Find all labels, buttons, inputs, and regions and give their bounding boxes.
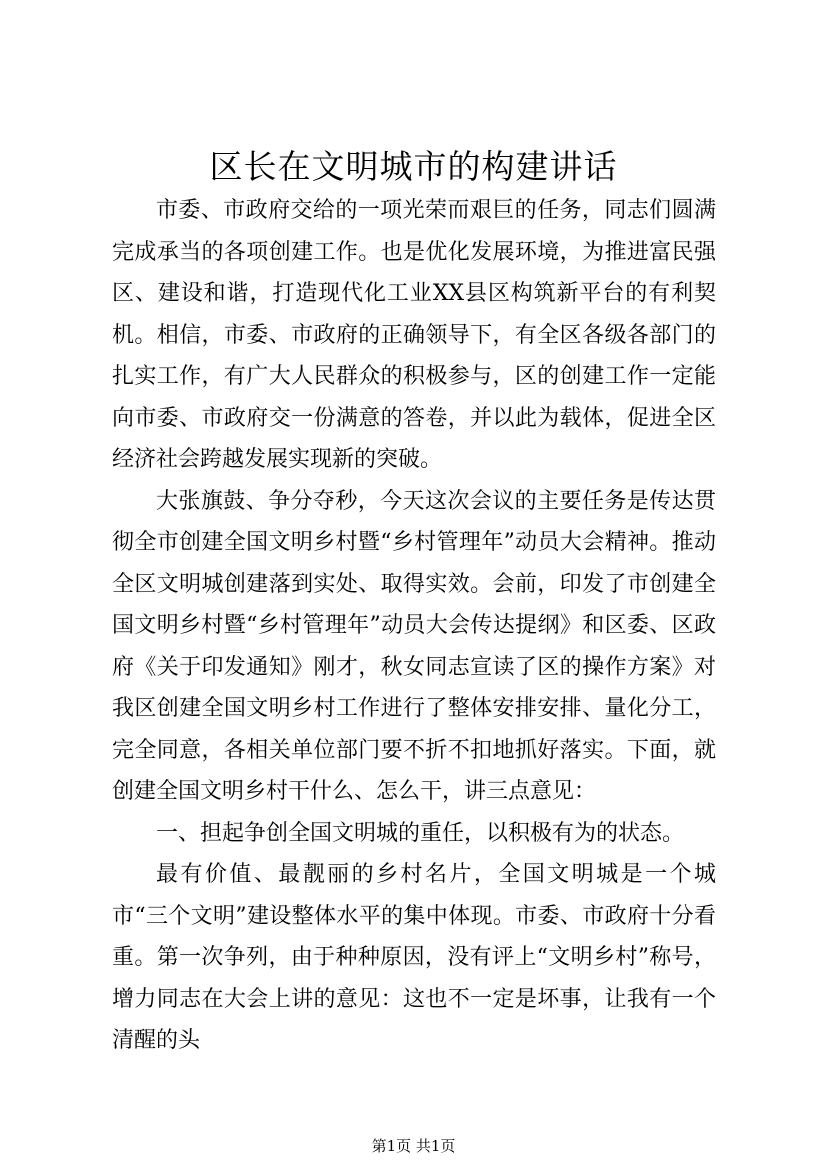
paragraph-2: 大张旗鼓、争分夺秒，今天这次会议的主要任务是传达贯彻全市创建全国文明乡村暨“乡村管理年”动员大会精神。推动全区文明城创建落到实处、取得实效。会前，印发了市创建全国文明乡村暨“乡村管理年”动员大会传达提纲》和区委、区政府《关于印发通知》刚才，秋女同志宣读了区的操作方案》对我区创建全国文明乡村工作进行了整体安排安排、量化分工，完全同意，各相关单位部门要不折不扣地抓好落实。下面，就创建全国文明乡村干什么、怎么干，讲三点意见： <box>112 488 716 804</box>
document-body <box>112 190 716 1062</box>
paragraph-4: 最有价值、最靓丽的乡村名片，全国文明城是一个城市“三个文明”建设整体水平的集中体现。市委、市政府十分看重。第一次争列，由于种种原因，没有评上“文明乡村”称号，增力同志在大会上讲的意见：这也不一定是坏事，让我有一个清醒的头 <box>112 862 716 1053</box>
document-title: 区长在文明城市的构建讲话 <box>209 147 618 186</box>
paragraph-3: 一、担起争创全国文明城的重任，以积极有为的状态。 <box>156 820 685 846</box>
paragraph-1: 市委、市政府交给的一项光荣而艰巨的任务，同志们圆满完成承当的各项创建工作。也是优化发展环境，为推进富民强区、建设和谐，打造现代化工业XX县区构筑新平台的有利契机。相信，市委、市政府的正确领导下，有全区各级各部门的扎实工作，有广大人民群众的积极参与，区的创建工作一定能向市委、市政府交一份满意的答卷，并以此为载体，促进全区经济社会跨越发展实现新的突破。 <box>112 198 716 472</box>
page-footer: 第1页 共1页 <box>371 1137 456 1155</box>
